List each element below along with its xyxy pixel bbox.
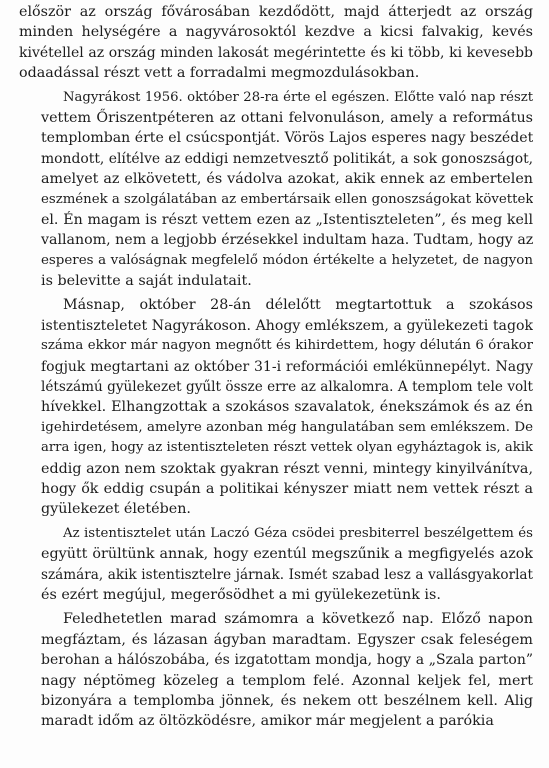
paragraph: [19, 524, 533, 606]
text-line: igehirdetésem, amelyre azonban még hangulatában sem emlékszem. De: [41, 419, 533, 435]
paragraph: [19, 88, 533, 292]
text-line: bizonyára a templomba jönnek, és nekem ott beszélnem kell. Alig: [41, 692, 533, 709]
text-line: együtt örültünk annak, hogy ezentúl megszűnik a megfigyelés azok: [41, 546, 533, 563]
text-line: kivétellel az ország minden lakosát megérintette és ki több, ki kevesebb: [19, 44, 533, 61]
text-line: megfáztam, és lázasan ágyban maradtam. Egyszer csak feleségem: [41, 631, 533, 648]
text-line: számára, akik istentisztelre járnak. Ismét szabad lesz a vallásgyakorlat: [41, 566, 533, 583]
text-line: Nagyrákost 1956. október 28-ra érte el egészen. Előtte való nap részt: [63, 89, 533, 105]
text-line: mondott, elítélve az eddigi nemzetvesztő politikát, a sok gonoszságot,: [41, 150, 533, 167]
text-line: Másnap, október 28-án délelőtt megtartottuk a szokásos: [63, 297, 533, 314]
paragraph: [19, 295, 533, 519]
text-line: amelyet az elkövetett, és vádolva azokat, akik ennek az embertelen: [41, 171, 533, 188]
text-line: eszmének a szolgálatában az embertársaik ellen gonoszságokat követtek: [41, 191, 533, 207]
text-line: Feledhetetlen marad számomra a következő nap. Előző napon: [63, 611, 533, 628]
text-line: minden helységére a nagyvárosoktól kezdve a kicsi falvakig, kevés: [19, 24, 533, 41]
text-line: esperes a valóságnak megfelelő módon értékelte a helyzetet, de nagyon: [41, 252, 533, 268]
paragraph: [19, 2, 533, 84]
text-line: vallanom, nem a legjobb érzésekkel indultam haza. Tudtam, hogy az: [41, 232, 533, 249]
text-line: Az istentisztelet után Laczó Géza csödei presbiterrel beszélgettem és: [63, 525, 533, 541]
text-line: templomban érte el csúcspontját. Vörös Lajos esperes nagy beszédet: [41, 130, 533, 147]
text-line: létszámú gyülekezet gyűlt össze erre az alkalomra. A templom tele volt: [41, 379, 533, 396]
text-line: száma ekkor már nagyon megnőtt és kihirdettem, hogy délután 6 órakor: [41, 338, 533, 354]
text-line: először az ország fővárosában kezdődött, majd átterjedt az ország: [19, 4, 533, 20]
text-line: istentiszteletet Nagyrákoson. Ahogy emlékszem, a gyülekezeti tagok: [41, 317, 533, 334]
text-line: odaadással részt vett a forradalmi megmozdulásokban.: [19, 65, 420, 82]
text-line: maradt időm az öltözködésre, amikor már megjelent a parókia: [41, 713, 494, 730]
text-line: el. Én magam is részt vettem ezen az „Istentiszteleten”, és meg kell: [41, 211, 533, 228]
text-line: gyülekezet életében.: [41, 501, 191, 518]
paragraph: [19, 609, 533, 731]
text-line: vettem Őriszentpéteren az ottani felvonuláson, amely a református: [41, 109, 533, 126]
text-line: eddig azon nem szoktak gyakran részt venni, mintegy kinyilvánítva,: [41, 460, 533, 477]
text-line: berohan a hálószobába, és izgatottam mondja, hogy a „Szala parton”: [41, 652, 533, 669]
text-line: arra igen, hogy az istentiszteleten részt vettek olyan egyháztagok is, akik: [41, 440, 533, 456]
text-line: hívekkel. Elhangzottak a szokásos szavalatok, énekszámok és az én: [41, 399, 533, 416]
text-line: és ezért megújul, megerősödhet a mi gyülekezetünk is.: [41, 586, 441, 603]
text-line: nagy néptömeg közeleg a templom felé. Azonnal keljek fel, mert: [41, 672, 533, 689]
text-line: hogy ők eddig csupán a politikai kényszer miatt nem vettek részt a: [41, 480, 533, 497]
text-line: fogjuk megtartani az október 31-i reformációi emlékünnepélyt. Nagy: [41, 358, 533, 375]
text-line: is belevitte a saját indulatait.: [41, 273, 252, 290]
